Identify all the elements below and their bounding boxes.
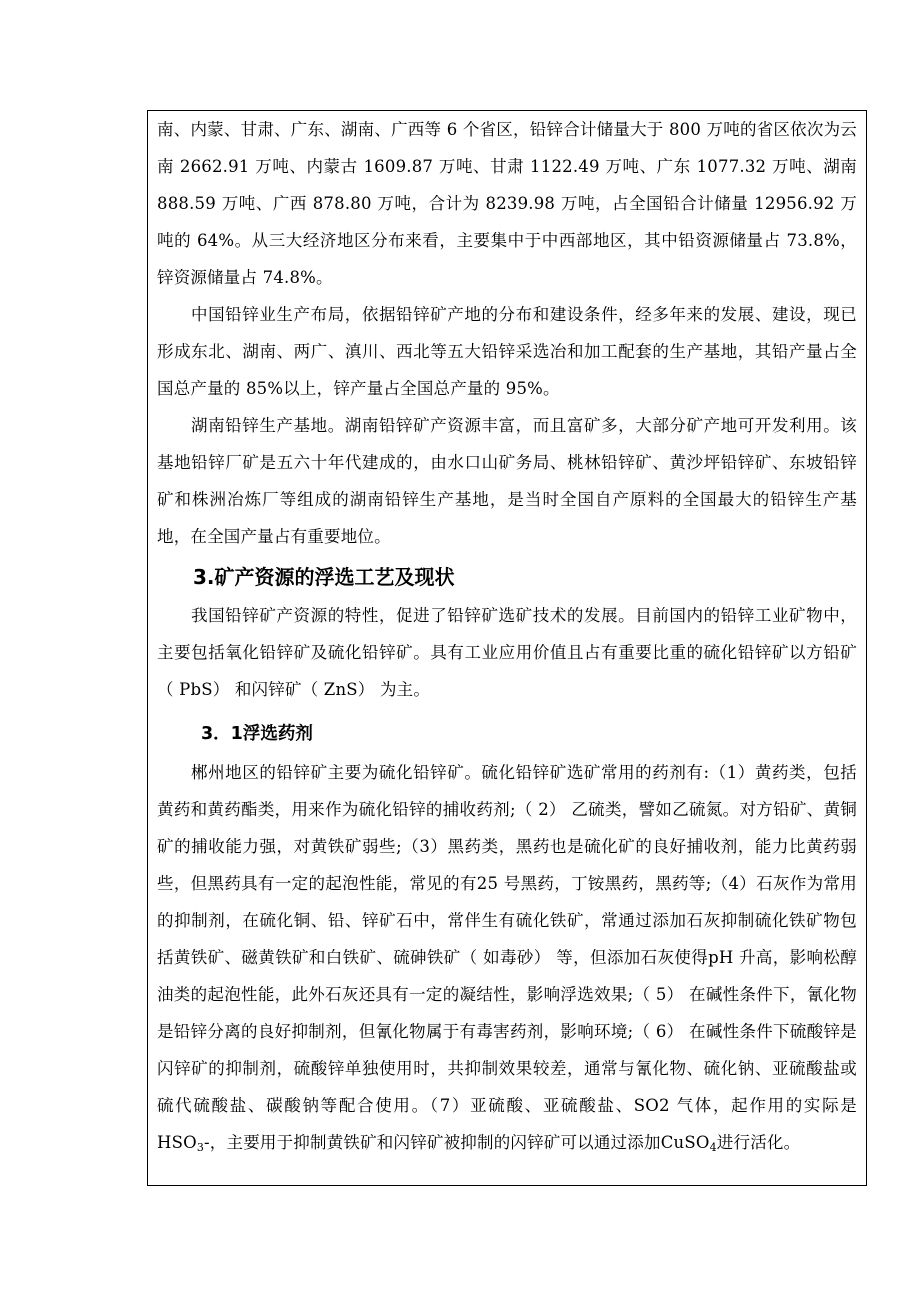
reagents-text-mid: -，主要用于抑制黄铁矿和闪锌矿被抑制的闪锌矿可以通过添加CuSO bbox=[204, 1133, 710, 1152]
reagents-text-end: 进行活化。 bbox=[716, 1133, 801, 1152]
paragraph-production-layout: 中国铅锌业生产布局，依据铅锌矿产地的分布和建设条件，经多年来的发展、建设，现已形成东北、湖南、两广、滇川、西北等五大铅锌采选冶和加工配套的生产基地，其铅产量占全国总产量的 85%以上，锌产量占全国总产量的 95%。 bbox=[157, 305, 857, 398]
paragraph-reagents bbox=[157, 754, 857, 1161]
paragraph-hunan-base: 湖南铅锌生产基地。湖南铅锌矿产资源丰富，而且富矿多，大部分矿产地可开发利用。该基地铅锌厂矿是五六十年代建成的，由水口山矿务局、桃林铅锌矿、黄沙坪铅锌矿、东坡铅锌矿和株洲冶炼厂等组成的湖南铅锌生产基地，是当时全国自产原料的全国最大的铅锌生产基地，在全国产量占有重要地位。 bbox=[157, 416, 857, 546]
subscript-3: 3 bbox=[196, 1141, 205, 1154]
document-frame bbox=[147, 110, 867, 1186]
section-heading-3: 3.矿产资源的浮选工艺及现状 bbox=[193, 565, 455, 589]
subscript-4: 4 bbox=[709, 1141, 717, 1154]
paragraph-flotation-overview: 我国铅锌矿产资源的特性，促进了铅锌矿选矿技术的发展。目前国内的铅锌工业矿物中，主要包括氧化铅锌矿及硫化铅锌矿。具有工业应用价值且占有重要比重的硫化铅锌矿以方铅矿（ PbS） 和闪锌矿（ ZnS） 为主。 bbox=[157, 606, 857, 699]
document-body bbox=[157, 111, 857, 1161]
section-heading-3-1: 3．1浮选药剂 bbox=[201, 724, 313, 744]
paragraph-reserves: 南、内蒙、甘肃、广东、湖南、广西等 6 个省区，铅锌合计储量大于 800 万吨的省区依次为云南 2662.91 万吨、内蒙古 1609.87 万吨、甘肃 1122.49 万吨、广东 1077.32 万吨、湖南 888.59 万吨、广西 878.80 万吨，合计为 8239.98 万吨，占全国铅合计储量 12956.92 万吨的 64%。从三大经济地区分布来看，主要集中于中西部地区，其中铅资源储量占 73.8%，锌资源储量占 74.8%。 bbox=[157, 120, 857, 287]
reagents-text-main: 郴州地区的铅锌矿主要为硫化铅锌矿。硫化铅锌矿选矿常用的药剂有:（1）黄药类，包括黄药和黄药酯类，用来作为硫化铅锌的捕收药剂;（ 2） 乙硫类，譬如乙硫氮。对方铅矿、黄铜矿的捕收能力强，对黄铁矿弱些;（3）黑药类，黑药也是硫化矿的良好捕收剂，能力比黄药弱些，但黑药具有一定的起泡性能，常见的有25 号黑药，丁铵黑药，黑药等;（4）石灰作为常用的抑制剂，在硫化铜、铅、锌矿石中，常伴生有硫化铁矿，常通过添加石灰抑制硫化铁矿物包括黄铁矿、磁黄铁矿和白铁矿、硫砷铁矿（ 如毒砂） 等，但添加石灰使得pH 升高，影响松醇油类的起泡性能，此外石灰还具有一定的凝结性，影响浮选效果;（ 5） 在碱性条件下，氰化物是铅锌分离的良好抑制剂，但氰化物属于有毒害药剂，影响环境;（ 6） 在碱性条件下硫酸锌是闪锌矿的抑制剂，硫酸锌单独使用时，共抑制效果较差，通常与氰化物、硫化钠、亚硫酸盐或硫代硫酸盐、碳酸钠等配合使用。（7）亚硫酸、亚硫酸盐、SO2 气体，起作用的实际是HSO bbox=[157, 763, 857, 1152]
